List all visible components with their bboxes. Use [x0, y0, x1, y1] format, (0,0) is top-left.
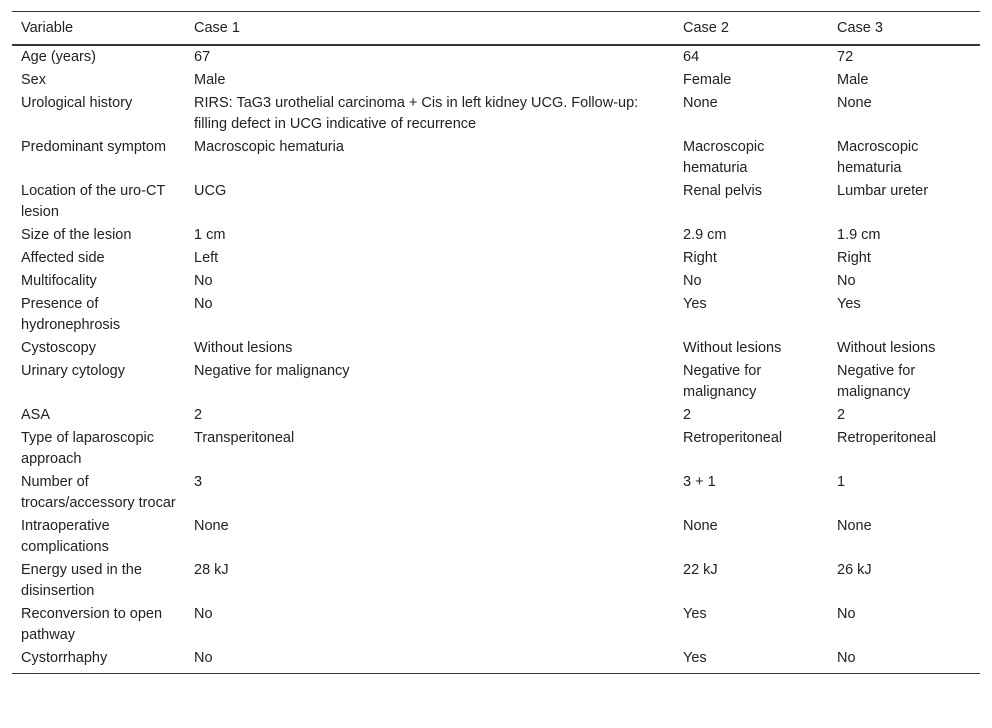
row-case-2: 64 — [683, 49, 700, 65]
row-case-1: Left — [194, 250, 219, 266]
row-case-2: Yes — [683, 296, 707, 312]
row-variable: Energy used in the disinsertion — [21, 562, 142, 599]
row-case-3: Negative for malignancy — [837, 363, 916, 400]
row-variable: Urinary cytology — [21, 363, 125, 379]
row-case-2: 2.9 cm — [683, 227, 727, 243]
row-case-1: 28 kJ — [194, 562, 229, 578]
row-variable: Urological history — [21, 95, 133, 111]
table-row — [12, 293, 980, 337]
row-variable: Presence of hydronephrosis — [21, 296, 121, 333]
row-case-2: 22 kJ — [683, 562, 718, 578]
row-case-3: 72 — [837, 49, 854, 65]
row-case-1: Macroscopic hematuria — [194, 139, 344, 155]
row-variable: Multifocality — [21, 273, 97, 289]
table-row — [12, 559, 980, 603]
table-row — [12, 69, 980, 92]
row-case-1: 67 — [194, 49, 211, 65]
row-case-1: UCG — [194, 183, 227, 199]
row-case-1: 3 — [194, 474, 203, 490]
row-case-2: 2 — [683, 407, 692, 423]
row-case-1: 2 — [194, 407, 203, 423]
header-row — [12, 12, 980, 46]
row-variable: Cystoscopy — [21, 340, 96, 356]
row-case-2: Yes — [683, 606, 707, 622]
row-case-1: RIRS: TaG3 urothelial carcinoma + Cis in left kidney UCG. Follow-up: filling defect in UCG indicative of recurrence — [194, 95, 639, 132]
row-case-3: Macroscopic hematuria — [837, 139, 919, 176]
row-variable: Reconversion to open pathway — [21, 606, 163, 643]
row-case-3: None — [837, 95, 872, 111]
row-case-2: Renal pelvis — [683, 183, 762, 199]
row-variable: Sex — [21, 72, 46, 88]
row-case-1: None — [194, 518, 229, 534]
row-case-1: Negative for malignancy — [194, 363, 350, 379]
row-case-1: Transperitoneal — [194, 430, 295, 446]
row-case-3: 26 kJ — [837, 562, 872, 578]
row-case-2: Retroperitoneal — [683, 430, 783, 446]
header-case-3: Case 3 — [837, 20, 883, 36]
row-case-2: Right — [683, 250, 717, 266]
table-header — [12, 12, 980, 46]
row-case-2: 3 + 1 — [683, 474, 716, 490]
row-variable: Location of the uro-CT lesion — [21, 183, 166, 220]
row-case-3: None — [837, 518, 872, 534]
row-case-2: Macroscopic hematuria — [683, 139, 765, 176]
row-case-3: Right — [837, 250, 871, 266]
row-case-1: No — [194, 650, 213, 666]
row-case-1: No — [194, 296, 213, 312]
row-case-1: No — [194, 273, 213, 289]
row-variable: Age (years) — [21, 49, 96, 65]
row-variable: Type of laparoscopic approach — [21, 430, 154, 467]
row-case-2: No — [683, 273, 702, 289]
row-case-2: None — [683, 518, 718, 534]
row-variable: Affected side — [21, 250, 105, 266]
row-case-3: Without lesions — [837, 340, 936, 356]
row-case-3: Lumbar ureter — [837, 183, 929, 199]
row-case-3: 2 — [837, 407, 846, 423]
table-row — [12, 247, 980, 270]
table-row — [12, 180, 980, 224]
header-case-1: Case 1 — [194, 20, 240, 36]
table-row — [12, 603, 980, 647]
row-case-2: Female — [683, 72, 732, 88]
table-row — [12, 515, 980, 559]
row-case-3: No — [837, 650, 856, 666]
row-case-2: None — [683, 95, 718, 111]
row-case-1: Without lesions — [194, 340, 293, 356]
table-body — [12, 45, 980, 674]
row-case-2: Yes — [683, 650, 707, 666]
table-row — [12, 427, 980, 471]
row-variable: Intraoperative complications — [21, 518, 110, 555]
table-row — [12, 136, 980, 180]
table-row — [12, 224, 980, 247]
table-row — [12, 471, 980, 515]
case-comparison-table — [12, 11, 980, 674]
row-case-3: Yes — [837, 296, 861, 312]
row-case-3: Retroperitoneal — [837, 430, 937, 446]
table-row — [12, 45, 980, 69]
row-case-2: Negative for malignancy — [683, 363, 762, 400]
header-case-2: Case 2 — [683, 20, 729, 36]
table-row — [12, 360, 980, 404]
row-case-1: Male — [194, 72, 226, 88]
row-case-3: No — [837, 606, 856, 622]
table-row — [12, 647, 980, 674]
row-case-1: No — [194, 606, 213, 622]
row-case-2: Without lesions — [683, 340, 782, 356]
row-variable: Number of trocars/accessory trocar — [21, 474, 176, 511]
table-row — [12, 92, 980, 136]
row-variable: Size of the lesion — [21, 227, 132, 243]
table-row — [12, 270, 980, 293]
row-case-1: 1 cm — [194, 227, 226, 243]
header-variable: Variable — [21, 20, 74, 36]
row-variable: Cystorrhaphy — [21, 650, 108, 666]
row-variable: ASA — [21, 407, 51, 423]
row-variable: Predominant symptom — [21, 139, 167, 155]
case-table-container — [12, 11, 980, 674]
row-case-3: No — [837, 273, 856, 289]
row-case-3: Male — [837, 72, 869, 88]
table-row — [12, 337, 980, 360]
row-case-3: 1 — [837, 474, 846, 490]
row-case-3: 1.9 cm — [837, 227, 881, 243]
table-row — [12, 404, 980, 427]
